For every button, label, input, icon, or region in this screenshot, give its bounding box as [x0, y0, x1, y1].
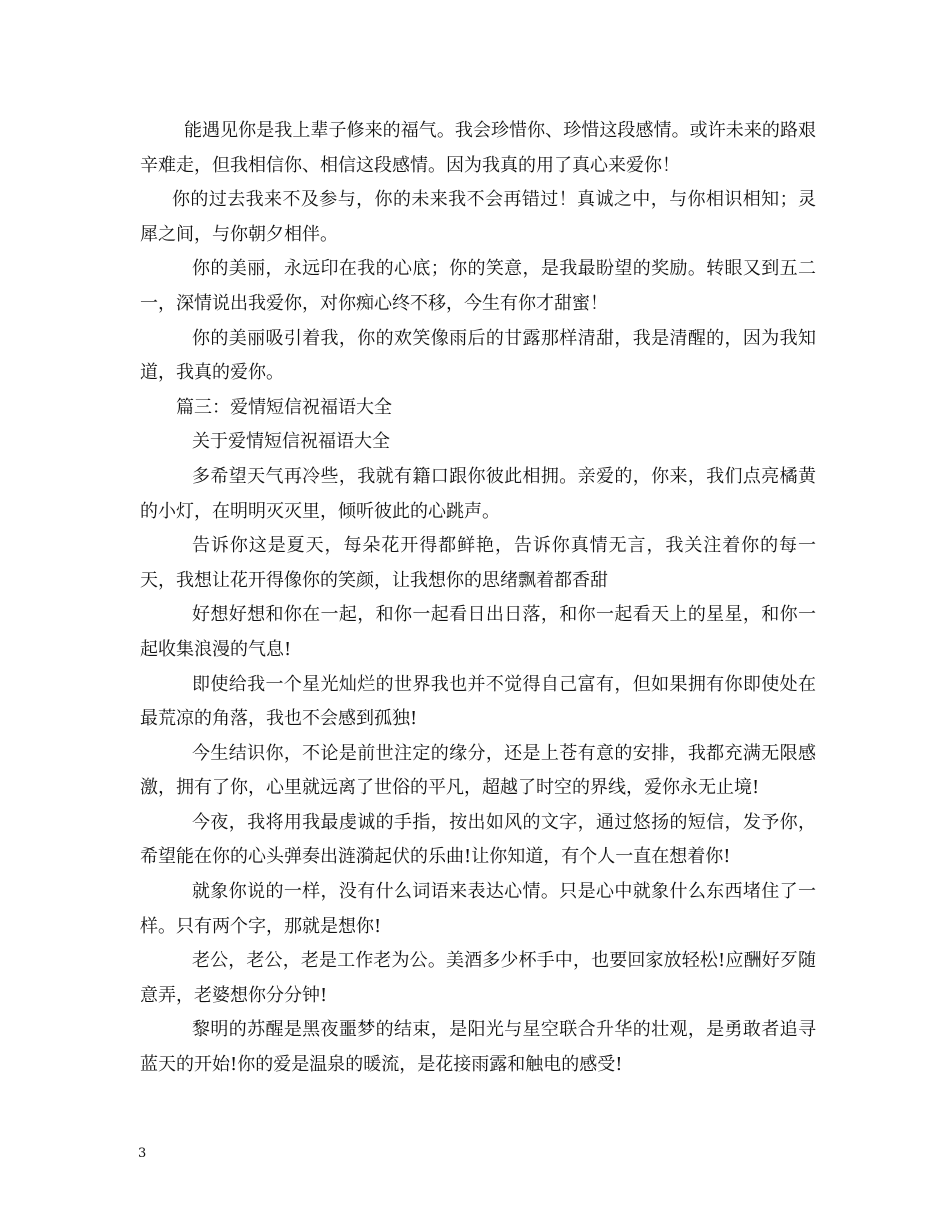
page-number: 3: [138, 1146, 147, 1161]
paragraph-8: 即使给我一个星光灿烂的世界我也并不觉得自己富有，但如果拥有你即使处在最荒凉的角落，我也不会感到孤独!: [140, 673, 816, 730]
paragraph-4: 你的美丽吸引着我，你的欢笑像雨后的甘露那样清甜，我是清醒的，因为我知道，我真的爱你。: [140, 327, 816, 384]
paragraph-13: 黎明的苏醒是黑夜噩梦的结束，是阳光与星空联合升华的壮观，是勇敢者追寻蓝天的开始!你的爱是温泉的暖流，是花接雨露和触电的感受!: [140, 1019, 816, 1076]
document-body: [140, 114, 816, 1083]
paragraph-3: 你的美丽，永远印在我的心底；你的笑意，是我最盼望的奖励。转眼又到五二一，深情说出我爱你，对你痴心终不移，今生有你才甜蜜！: [140, 258, 816, 314]
section-heading: 篇三：爱情短信祝福语大全: [176, 396, 392, 418]
paragraph-2: 你的过去我来不及参与，你的未来我不会再错过！真诚之中，与你相识相知；灵犀之间，与你朝夕相伴。: [140, 189, 816, 245]
paragraph-10: 今夜，我将用我最虔诚的手指，按出如风的文字，通过悠扬的短信，发予你，希望能在你的心头弹奏出涟漪起伏的乐曲!让你知道，有个人一直在想着你!: [140, 811, 816, 868]
paragraph-7: 好想好想和你在一起，和你一起看日出日落，和你一起看天上的星星，和你一起收集浪漫的气息!: [140, 604, 816, 660]
paragraph-9: 今生结识你，不论是前世注定的缘分，还是上苍有意的安排，我都充满无限感激，拥有了你，心里就远离了世俗的平凡，超越了时空的界线，爱你永无止境!: [140, 742, 816, 799]
paragraph-1: 能遇见你是我上辈子修来的福气。我会珍惜你、珍惜这段感情。或许未来的路艰辛难走，但我相信你、相信这段感情。因为我真的用了真心来爱你！: [140, 120, 816, 176]
paragraph-6: 告诉你这是夏天，每朵花开得都鲜艳，告诉你真情无言，我关注着你的每一天，我想让花开得像你的笑颜，让我想你的思绪飘着都香甜: [140, 535, 816, 591]
section-subheading: 关于爱情短信祝福语大全: [192, 431, 390, 453]
paragraph-12: 老公，老公，老是工作老为公。美酒多少杯手中，也要回家放轻松!应酬好歹随意弄，老婆想你分分钟!: [140, 950, 816, 1006]
paragraph-5: 多希望天气再冷些，我就有籍口跟你彼此相拥。亲爱的，你来，我们点亮橘黄的小灯，在明明灭灭里，倾听彼此的心跳声。: [140, 465, 816, 522]
paragraph-11: 就象你说的一样，没有什么词语来表达心情。只是心中就象什么东西堵住了一样。只有两个字，那就是想你!: [140, 881, 816, 937]
